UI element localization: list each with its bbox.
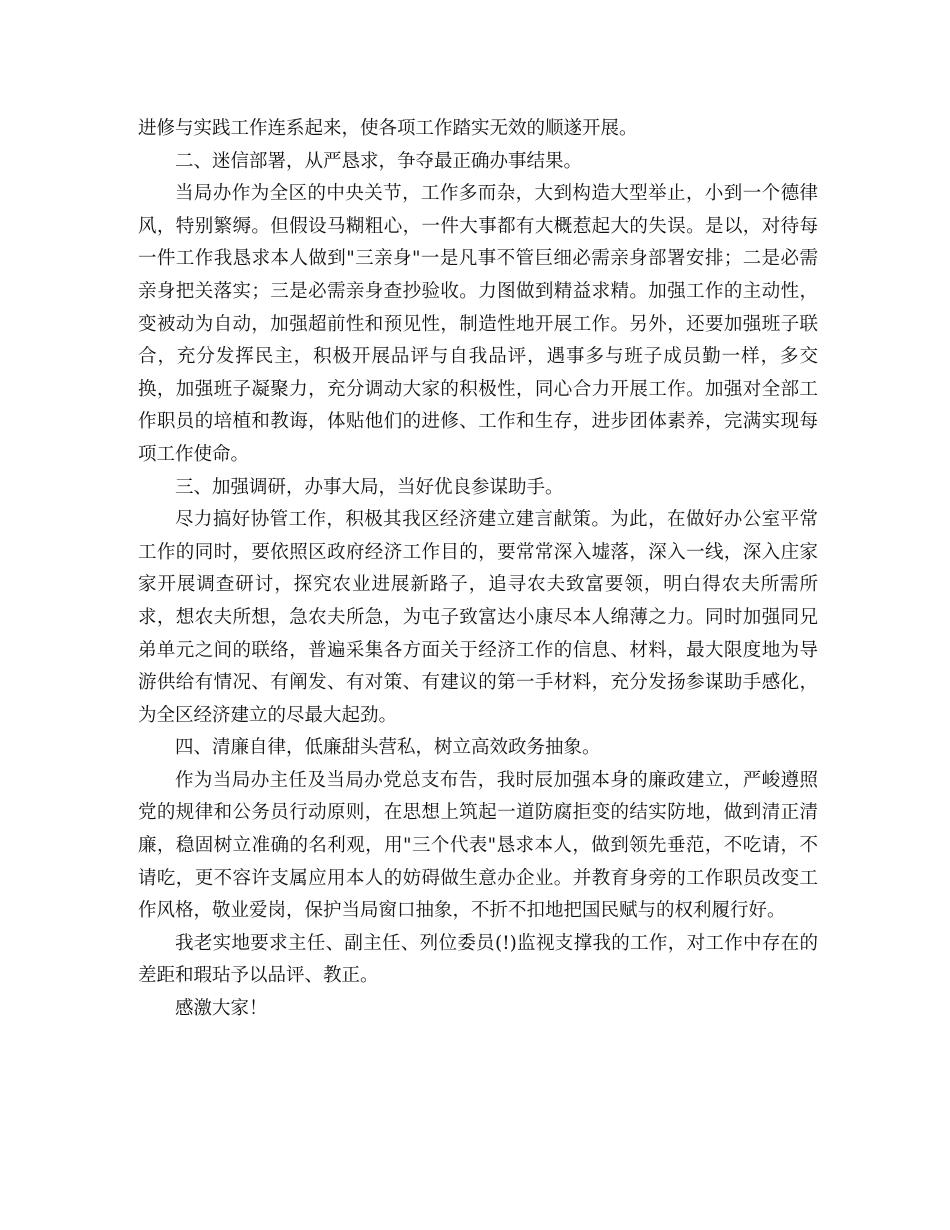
paragraph-section-4: 作为当局办主任及当局办党总支布告，我时辰加强本身的廉政建立，严峻遵照党的规律和公务员行动原则，在思想上筑起一道防腐拒变的结实防地，做到清正清廉，稳固树立准确的名利观，用"三个代表"恳求本人，做到领先垂范，不吃请，不请吃，更不容许支属应用本人的妨碍做生意办企业。并教育身旁的工作职员改变工作风格，敬业爱岗，保护当局窗口抽象，不折不扣地把国民赋与的权利履行好。 [138, 769, 818, 922]
section-heading-2: 二、迷信部署，从严恳求，争夺最正确办事结果。 [175, 150, 583, 172]
paragraph-request: 我老实地要求主任、副主任、列位委员(!)监视支撑我的工作，对工作中存在的差距和瑕玷予以品评、教正。 [138, 932, 818, 987]
paragraph-continuation: 进修与实践工作连系起来，使各项工作踏实无效的顺遂开展。 [138, 118, 638, 139]
paragraph-closing: 感激大家！ [175, 998, 268, 1020]
paragraph-section-3: 尽力搞好协管工作，积极其我区经济建立建言献策。为此，在做好办公室平常工作的同时，要依照区政府经济工作目的，要常常深入墟落，深入一线，深入庄家家开展调查研讨，探究农业进展新路子，追寻农夫致富要领，明白得农夫所需所求，想农夫所想，急农夫所急，为屯子致富达小康尽本人绵薄之力。同时加强同兄弟单元之间的联络，普遍采集各方面关于经济工作的信息、材料，最大限度地为导游供给有情况、有阐发、有对策、有建议的第一手材料，充分发扬参谋助手感化，为全区经济建立的尽最大起劲。 [138, 509, 818, 726]
section-heading-3: 三、加强调研，办事大局，当好优良参谋助手。 [175, 476, 564, 498]
section-heading-4: 四、清廉自律，低廉甜头营私，树立高效政务抽象。 [175, 737, 601, 759]
document-body [138, 113, 818, 1026]
paragraph-section-2: 当局办作为全区的中央关节，工作多而杂，大到构造大型举止，小到一个德律风，特别繁缛。但假设马糊粗心，一件大事都有大概惹起大的失误。是以，对待每一件工作我恳求本人做到"三亲身"一是凡事不管巨细必需亲身部署安排；二是必需亲身把关落实；三是必需亲身查抄验收。力图做到精益求精。加强工作的主动性，变被动为自动，加强超前性和预见性，制造性地开展工作。另外，还要加强班子联合，充分发挥民主，积极开展品评与自我品评，遇事多与班子成员勤一样，多交换，加强班子凝聚力，充分调动大家的积极性，同心合力开展工作。加强对全部工作职员的培植和教诲，体贴他们的进修、工作和生存，进步团体素养，完满实现每项工作使命。 [138, 183, 818, 465]
